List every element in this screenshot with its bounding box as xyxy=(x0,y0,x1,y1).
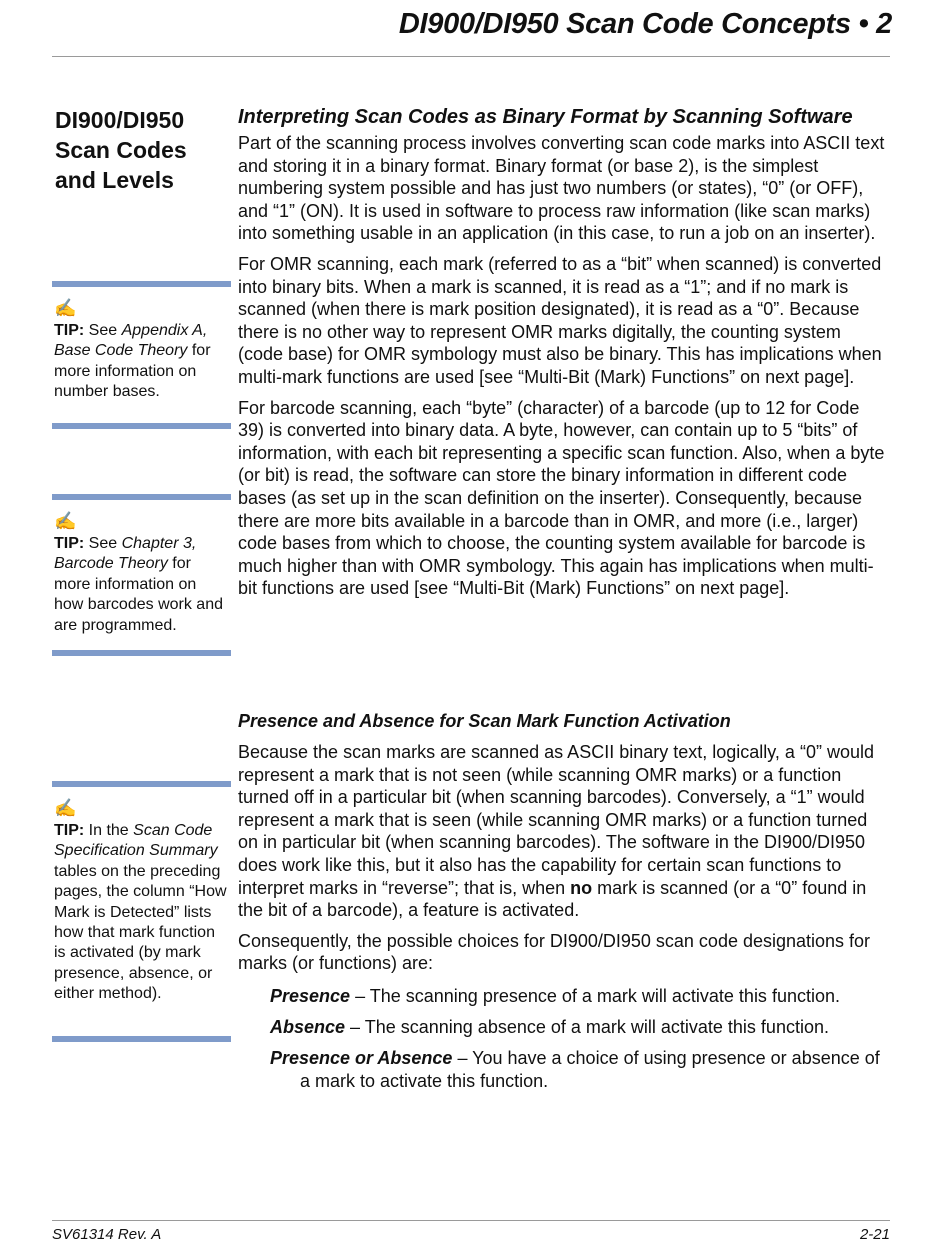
page-header-title: DI900/DI950 Scan Code Concepts • 2 xyxy=(398,8,892,40)
tip-text: for more information on how barcodes work and are programmed. xyxy=(54,555,223,634)
paragraph-choices-intro: Consequently, the possible choices for DI900/DI950 scan code designations for marks (or functions) are: xyxy=(238,930,871,974)
tip-reference: Chapter 3, Barcode Theory xyxy=(54,535,197,573)
choice-description: – You have a choice of using presence or absence of a mark to activate this function. xyxy=(300,1048,880,1091)
tip-text: See xyxy=(88,322,122,339)
header-divider xyxy=(52,56,890,57)
tip-box-2 xyxy=(52,494,231,656)
document-id: SV61314 Rev. A xyxy=(52,1226,162,1243)
choice-description: – The scanning presence of a mark will activate this function. xyxy=(350,986,840,1006)
tip-reference: Appendix A, Base Code Theory xyxy=(54,322,208,360)
writing-hand-icon: ✍ xyxy=(54,798,77,818)
tip-text: See xyxy=(88,535,122,552)
section-title: DI900/DI950 Scan Codes and Levels xyxy=(55,107,187,193)
paragraph-barcode-scanning: For barcode scanning, each “byte” (character) of a barcode (up to 12 for Code 39) is converted into binary data. A byte, however, can contain up to 5 “bits” of information, with each bit representing a specific scan function. Also, when a byte (or bit) is read, the software can store the binary information in different code bases (as set up in the scan definition on the inserter). Consequently, because there are more bits available in a barcode than in OMR, and more (i.e., larger) code bases from which to choose, the counting system available for barcode is much higher than with OMR symbology. This again has implications when multi-bit functions are used [see “Multi-Bit (Mark) Functions” on next page]. xyxy=(238,397,885,599)
choice-term: Presence or Absence xyxy=(270,1048,453,1068)
choice-term: Absence xyxy=(270,1017,346,1037)
choice-presence xyxy=(270,985,890,1008)
writing-hand-icon: ✍ xyxy=(54,298,77,318)
paragraph-omr-scanning: For OMR scanning, each mark (referred to as a “bit” when scanned) is converted into binary bits. When a mark is scanned, it is read as a “1”; and if no mark is scanned (when there is mark position designated), it is read as a “0”. Because there is no other way to represent OMR marks digitally, the counting system (code base) for OMR symbology must also be binary. This has implications when multi-mark functions are used [see “Multi-Bit (Mark) Functions” on next page]. xyxy=(238,253,882,387)
tip-label: TIP: xyxy=(54,535,85,552)
paragraph-ascii-logic: Because the scan marks are scanned as ASCII binary text, logically, a “0” would represent a mark that is not seen (while scanning OMR marks) or a function turned off in a particular bit (when scanning barcodes). Conversely, a “1” would represent a mark that is seen (while scanning OMR marks) or a function turned on in particular bit (when scanning barcodes). The software in the DI900/DI950 does work like this, but it also has the capability for certain scan functions to interpret marks in “reverse”; that is, when no mark is scanned (or a “0” found in the bit of a barcode), a feature is activated. xyxy=(238,742,874,921)
heading-presence-absence: Presence and Absence for Scan Mark Function Activation xyxy=(238,711,731,731)
tip-text: for more information on number bases. xyxy=(54,342,211,401)
footer-divider xyxy=(52,1220,890,1221)
emphasis-no: no xyxy=(570,877,593,898)
paragraph-binary-intro: Part of the scanning process involves converting scan code marks into ASCII text and storing it in a binary format. Binary format (or base 2), is the simplest numbering system possible and has just two numbers (or states), “0” (or OFF), and “1” (ON). It is used in software to process raw information (like scan marks) into something usable in an application (in this case, to run a job on an inserter). xyxy=(238,133,885,244)
tip-label: TIP: xyxy=(54,822,85,839)
page-number: 2-21 xyxy=(859,1226,890,1243)
tip-label: TIP: xyxy=(54,322,85,339)
tip-text: In the xyxy=(88,822,134,839)
writing-hand-icon: ✍ xyxy=(54,511,77,531)
tip-text: tables on the preceding pages, the column “How Mark is Detected” lists how that mark function is activated (by mark presence, absence, or either method). xyxy=(54,862,227,1003)
main-body-bottom xyxy=(238,741,890,975)
choice-presence-or-absence xyxy=(270,1047,890,1092)
tip-box-3 xyxy=(52,781,231,1042)
choice-term: Presence xyxy=(270,986,351,1006)
heading-binary-format: Interpreting Scan Codes as Binary Format by Scanning Software xyxy=(238,106,853,128)
main-body-top xyxy=(238,132,890,600)
tip-box-1 xyxy=(52,281,231,429)
choice-description: – The scanning absence of a mark will activate this function. xyxy=(345,1017,829,1037)
tip-reference: Scan Code Specification Summary xyxy=(54,822,218,860)
choice-absence xyxy=(270,1016,890,1039)
